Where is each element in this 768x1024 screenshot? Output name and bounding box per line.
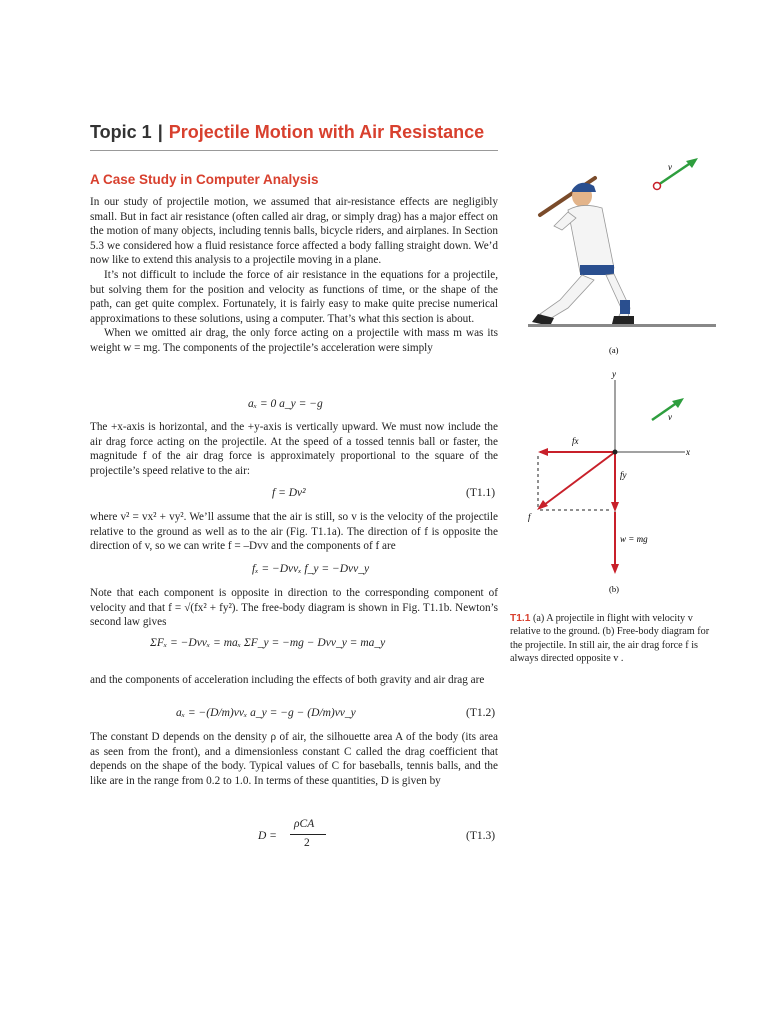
equation-drag: f = Dv² bbox=[272, 487, 306, 499]
batter-illustration bbox=[532, 178, 634, 326]
paragraph-1: In our study of projectile motion, we assumed that air-resistance effects are negligibly small. But in fact air resistance (often called air drag, or simply drag) has a major effect on the motion of many objects, including tennis balls, bicycle riders, and airplanes. In Section 5.3 we considered how a fluid resistance force affected a body falling straight down. We’d now like to extend this analysis to a projectile moving in a plane. bbox=[90, 196, 498, 267]
topic-title: Projectile Motion with Air Resistance bbox=[168, 122, 485, 142]
heading-rule bbox=[90, 150, 498, 151]
projectile-point bbox=[613, 450, 618, 455]
label-y: y bbox=[612, 369, 616, 379]
equation-D-numerator: ρCA bbox=[294, 818, 315, 830]
topic-separator: | bbox=[157, 122, 163, 142]
equation-number-t1-3: (T1.3) bbox=[466, 830, 496, 842]
label-fy: fy bbox=[620, 470, 627, 480]
paragraph-4: The +x-axis is horizontal, and the +y-axis is vertically upward. We must now include the air drag force acting on the projectile. At the speed of a tossed tennis ball or faster, the magnitude f of the air drag force is approximately proportional to the square of the projectile’s speed relative to the air: bbox=[90, 421, 498, 477]
equation-number-t1-2: (T1.2) bbox=[466, 707, 496, 719]
label-b: (b) bbox=[609, 584, 619, 594]
paragraph-2: It’s not difficult to include the force of air resistance in the equations for a projectile, but solving them for the position and velocity as functions of time, or the shape of the path, can get quite complex. Fortunately, it is fairly easy to make quite precise numerical approximations to these solutions, using a computer. That’s what this section is about. bbox=[90, 268, 498, 325]
equation-D-denominator: 2 bbox=[304, 837, 310, 849]
body-text-block-1 bbox=[90, 195, 498, 356]
label-v-b: v bbox=[668, 412, 672, 422]
paragraph-3: When we omitted air drag, the only force acting on a projectile with mass m was its weight w = mg. The components of the projectile’s acceleration were simply bbox=[90, 327, 498, 354]
paragraph-8: The constant D depends on the density ρ of air, the silhouette area A of the body (its area as seen from the front), and a dimensionless constant C called the drag coefficient that depends on the shape of the body. Typical values of C for baseballs, tennis balls, and the like are in the range from 0.2 to 1.0. In terms of these quantities, D is given by bbox=[90, 731, 498, 787]
label-weight: w = mg bbox=[620, 534, 648, 544]
paragraph-5: where v² = vx² + vy². We’ll assume that the air is still, so v is the velocity of the projectile relative to the ground as well as to the air (Fig. T1.1a). The direction of f is opposite the direction of v, so we can write f = –Dvv and the components of f are bbox=[90, 511, 498, 553]
figure-caption bbox=[510, 612, 722, 666]
equation-number-t1-1: (T1.1) bbox=[466, 487, 496, 499]
section-heading: A Case Study in Computer Analysis bbox=[90, 172, 319, 187]
drag-force-arrow bbox=[540, 452, 615, 508]
ground-line bbox=[528, 324, 716, 327]
caption-text: (a) A projectile in flight with velocity v relative to the ground. (b) Free-body diagram for the projectile. In still air, the air drag force f is always directed opposite v . bbox=[510, 613, 710, 665]
equation-D-lhs: D = bbox=[258, 830, 277, 842]
fraction-bar bbox=[290, 834, 326, 835]
equation-accel-no-drag: aₓ = 0 a_y = −g bbox=[248, 398, 323, 410]
equation-force-components: fₓ = −Dvvₓ f_y = −Dvv_y bbox=[252, 563, 370, 575]
paragraph-6: Note that each component is opposite in direction to the corresponding component of velocity and that f = √(fx² + fy²). The free-body diagram is shown in Fig. T1.1b. Newton’s second law gives bbox=[90, 587, 498, 629]
label-f: f bbox=[528, 512, 531, 522]
label-a: (a) bbox=[609, 345, 619, 355]
figure-t1-1 bbox=[510, 150, 740, 610]
label-v-a: v bbox=[668, 162, 672, 172]
velocity-arrow-a bbox=[654, 158, 699, 190]
caption-number: T1.1 bbox=[510, 613, 531, 624]
label-x: x bbox=[686, 447, 690, 457]
topic-label: Topic 1 bbox=[90, 122, 152, 142]
label-fx: fx bbox=[572, 436, 579, 446]
equation-accel-drag: aₓ = −(D/m)vvₓ a_y = −g − (D/m)vv_y bbox=[176, 707, 356, 719]
paragraph-7: and the components of acceleration including the effects of both gravity and air drag are bbox=[90, 674, 485, 686]
topic-heading bbox=[90, 122, 484, 143]
baseball bbox=[654, 183, 661, 190]
equation-newton: ΣFₓ = −Dvvₓ = maₓ ΣF_y = −mg − Dvv_y = ma_y bbox=[150, 637, 386, 649]
